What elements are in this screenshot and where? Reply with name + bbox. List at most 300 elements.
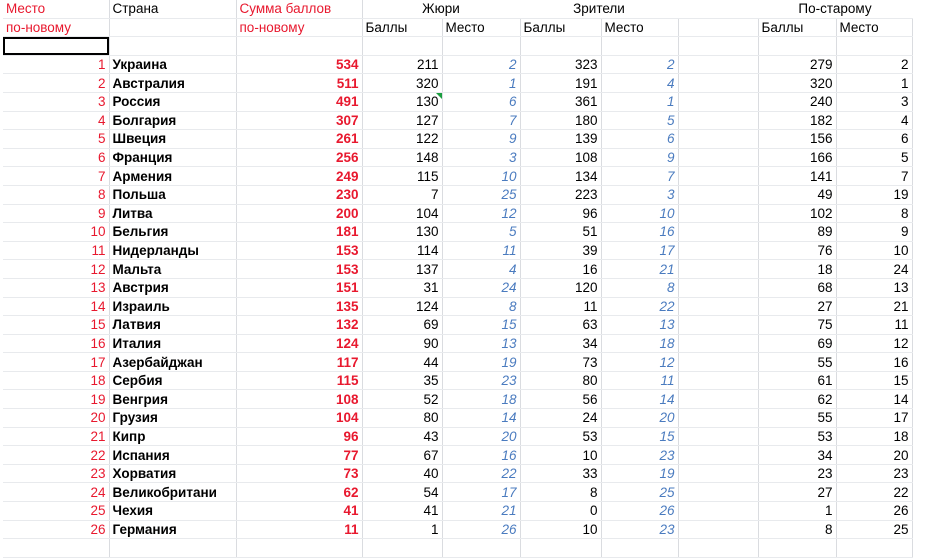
cell-country[interactable]: Швеция [109, 130, 236, 149]
cell-place-new[interactable]: 6 [3, 148, 109, 167]
empty-cell[interactable] [678, 37, 758, 56]
empty-cell[interactable] [442, 37, 520, 56]
cell-viewers-place[interactable]: 8 [601, 278, 678, 297]
empty-cell[interactable] [109, 539, 236, 558]
cell-viewers-place[interactable]: 23 [601, 520, 678, 539]
header-old[interactable]: По-старому [758, 0, 912, 18]
cell-place-new[interactable]: 21 [3, 427, 109, 446]
cell-jury-points[interactable]: 104 [362, 204, 442, 223]
cell-viewers-place[interactable]: 20 [601, 409, 678, 428]
cell-sum[interactable]: 200 [236, 204, 362, 223]
cell-viewers-place[interactable]: 22 [601, 297, 678, 316]
cell-jury-place[interactable]: 2 [442, 55, 520, 74]
cell-country[interactable]: Бельгия [109, 223, 236, 242]
cell-viewers-place[interactable]: 11 [601, 371, 678, 390]
table-row [3, 167, 912, 186]
header-old-points[interactable]: Баллы [758, 18, 836, 37]
cell-sum[interactable]: 117 [236, 353, 362, 372]
empty-cell[interactable] [678, 297, 758, 316]
cell-jury-points[interactable]: 320 [362, 74, 442, 93]
cell-old-place[interactable]: 20 [836, 446, 912, 465]
empty-cell[interactable] [678, 74, 758, 93]
cell-viewers-place[interactable]: 15 [601, 427, 678, 446]
cell-jury-place[interactable]: 12 [442, 204, 520, 223]
cell-country[interactable]: Германия [109, 520, 236, 539]
cell-jury-points[interactable]: 114 [362, 241, 442, 260]
cell-sum[interactable]: 256 [236, 148, 362, 167]
cell-viewers-place[interactable]: 9 [601, 148, 678, 167]
cell-country[interactable]: Хорватия [109, 464, 236, 483]
cell-old-place[interactable]: 25 [836, 520, 912, 539]
cell-country[interactable]: Австралия [109, 74, 236, 93]
cell-place-new[interactable]: 26 [3, 520, 109, 539]
cell-jury-place[interactable]: 25 [442, 185, 520, 204]
cell-viewers-place[interactable]: 25 [601, 483, 678, 502]
cell-old-points[interactable]: 49 [758, 185, 836, 204]
empty-cell[interactable] [678, 316, 758, 335]
cell-country[interactable]: Нидерланды [109, 241, 236, 260]
cell-place-new[interactable]: 25 [3, 502, 109, 521]
cell-place-new[interactable]: 2 [3, 74, 109, 93]
cell-viewers-place[interactable]: 1 [601, 92, 678, 111]
cell-sum[interactable]: 181 [236, 223, 362, 242]
empty-cell[interactable] [678, 371, 758, 390]
cell-sum[interactable]: 132 [236, 316, 362, 335]
cell-place-new[interactable]: 9 [3, 204, 109, 223]
empty-cell[interactable] [678, 483, 758, 502]
cell-jury-points[interactable]: 40 [362, 464, 442, 483]
cell-jury-points[interactable]: 54 [362, 483, 442, 502]
header-place-new-2[interactable]: по-новому [3, 18, 109, 37]
cell-jury-place[interactable]: 10 [442, 167, 520, 186]
cell-jury-points[interactable]: 124 [362, 297, 442, 316]
cell-old-points[interactable]: 89 [758, 223, 836, 242]
cell-old-points[interactable]: 76 [758, 241, 836, 260]
cell-place-new[interactable]: 24 [3, 483, 109, 502]
cell-jury-points[interactable]: 137 [362, 260, 442, 279]
cell-country[interactable]: Израиль [109, 297, 236, 316]
cell-old-points[interactable]: 55 [758, 353, 836, 372]
cell-jury-points[interactable]: 69 [362, 316, 442, 335]
cell-jury-points[interactable]: 67 [362, 446, 442, 465]
cell-old-place[interactable]: 24 [836, 260, 912, 279]
cell-jury-place[interactable]: 14 [442, 409, 520, 428]
cell-old-points[interactable]: 320 [758, 74, 836, 93]
empty-cell[interactable] [678, 353, 758, 372]
cell-viewers-place[interactable]: 7 [601, 167, 678, 186]
cell-place-new[interactable]: 19 [3, 390, 109, 409]
header-country[interactable]: Страна [109, 0, 236, 18]
cell-place-new[interactable]: 5 [3, 130, 109, 149]
cell-country[interactable]: Венгрия [109, 390, 236, 409]
cell-place-new[interactable]: 16 [3, 334, 109, 353]
cell-jury-points[interactable]: 90 [362, 334, 442, 353]
cell-sum[interactable]: 62 [236, 483, 362, 502]
cell-old-place[interactable]: 8 [836, 204, 912, 223]
cell-viewers-place[interactable]: 17 [601, 241, 678, 260]
cell-jury-points[interactable]: 7 [362, 185, 442, 204]
cell-viewers-place[interactable]: 18 [601, 334, 678, 353]
cell-country[interactable]: Болгария [109, 111, 236, 130]
cell-viewers-points[interactable]: 53 [520, 427, 601, 446]
cell-country[interactable]: Испания [109, 446, 236, 465]
cell-sum[interactable]: 41 [236, 502, 362, 521]
cell-old-points[interactable]: 55 [758, 409, 836, 428]
cell-jury-points[interactable]: 115 [362, 167, 442, 186]
cell-place-new[interactable]: 22 [3, 446, 109, 465]
empty-cell[interactable] [362, 37, 442, 56]
empty-cell[interactable] [678, 464, 758, 483]
cell-sum[interactable]: 511 [236, 74, 362, 93]
cell-viewers-points[interactable]: 0 [520, 502, 601, 521]
cell-old-points[interactable]: 182 [758, 111, 836, 130]
empty-cell[interactable] [678, 390, 758, 409]
header-sum[interactable]: Сумма баллов [236, 0, 362, 18]
cell-sum[interactable]: 77 [236, 446, 362, 465]
cell-viewers-points[interactable]: 56 [520, 390, 601, 409]
empty-cell[interactable] [678, 204, 758, 223]
cell-viewers-points[interactable]: 16 [520, 260, 601, 279]
cell-viewers-place[interactable]: 6 [601, 130, 678, 149]
empty-cell[interactable] [678, 167, 758, 186]
cell-sum[interactable]: 534 [236, 55, 362, 74]
cell-old-points[interactable]: 62 [758, 390, 836, 409]
cell-viewers-points[interactable]: 51 [520, 223, 601, 242]
empty-cell[interactable] [678, 148, 758, 167]
cell-sum[interactable]: 104 [236, 409, 362, 428]
empty-cell[interactable] [678, 260, 758, 279]
cell-viewers-points[interactable]: 120 [520, 278, 601, 297]
cell-viewers-place[interactable]: 23 [601, 446, 678, 465]
cell-place-new[interactable]: 12 [3, 260, 109, 279]
cell-old-place[interactable]: 3 [836, 92, 912, 111]
cell-old-place[interactable]: 2 [836, 55, 912, 74]
empty-cell[interactable] [520, 37, 601, 56]
empty-cell[interactable] [678, 130, 758, 149]
cell-place-new[interactable]: 15 [3, 316, 109, 335]
cell-sum[interactable]: 230 [236, 185, 362, 204]
cell-place-new[interactable]: 7 [3, 167, 109, 186]
cell-country[interactable]: Великобритани [109, 483, 236, 502]
cell-viewers-points[interactable]: 10 [520, 520, 601, 539]
cell-old-place[interactable]: 14 [836, 390, 912, 409]
cell-jury-place[interactable]: 22 [442, 464, 520, 483]
cell-jury-points[interactable]: 44 [362, 353, 442, 372]
cell-country[interactable]: Италия [109, 334, 236, 353]
cell-old-points[interactable]: 18 [758, 260, 836, 279]
cell-old-points[interactable]: 102 [758, 204, 836, 223]
cell-old-place[interactable]: 16 [836, 353, 912, 372]
cell-viewers-points[interactable]: 108 [520, 148, 601, 167]
cell-jury-place[interactable]: 11 [442, 241, 520, 260]
empty-cell[interactable] [678, 446, 758, 465]
cell-viewers-place[interactable]: 5 [601, 111, 678, 130]
header-jury-points[interactable]: Баллы [362, 18, 442, 37]
empty-cell[interactable] [678, 539, 758, 558]
cell-country[interactable]: Грузия [109, 409, 236, 428]
cell-country[interactable]: Россия [109, 92, 236, 111]
cell-old-points[interactable]: 27 [758, 297, 836, 316]
cell-jury-place[interactable]: 9 [442, 130, 520, 149]
cell-old-place[interactable]: 1 [836, 74, 912, 93]
cell-country[interactable]: Армения [109, 167, 236, 186]
cell-viewers-points[interactable]: 33 [520, 464, 601, 483]
cell-jury-points[interactable]: 211 [362, 55, 442, 74]
cell-country[interactable]: Сербия [109, 371, 236, 390]
cell-sum[interactable]: 491 [236, 92, 362, 111]
header-viewers-points[interactable]: Баллы [520, 18, 601, 37]
empty-cell[interactable] [678, 409, 758, 428]
cell-old-place[interactable]: 26 [836, 502, 912, 521]
cell-old-place[interactable]: 11 [836, 316, 912, 335]
cell-sum[interactable]: 153 [236, 260, 362, 279]
cell-country[interactable]: Чехия [109, 502, 236, 521]
cell-sum[interactable]: 249 [236, 167, 362, 186]
empty-cell[interactable] [236, 539, 362, 558]
cell-viewers-place[interactable]: 3 [601, 185, 678, 204]
empty-cell[interactable] [678, 241, 758, 260]
cell-old-points[interactable]: 1 [758, 502, 836, 521]
fill-handle[interactable] [107, 53, 110, 56]
cell-viewers-points[interactable]: 80 [520, 371, 601, 390]
cell-old-place[interactable]: 17 [836, 409, 912, 428]
cell-jury-place[interactable]: 3 [442, 148, 520, 167]
cell-old-points[interactable]: 156 [758, 130, 836, 149]
cell-place-new[interactable]: 11 [3, 241, 109, 260]
empty-cell[interactable] [758, 37, 836, 56]
empty-cell[interactable] [678, 334, 758, 353]
cell-viewers-points[interactable]: 8 [520, 483, 601, 502]
cell-jury-points[interactable]: 52 [362, 390, 442, 409]
cell-viewers-place[interactable]: 4 [601, 74, 678, 93]
cell-jury-points[interactable]: 41 [362, 502, 442, 521]
cell-old-place[interactable]: 13 [836, 278, 912, 297]
cell-jury-place[interactable]: 4 [442, 260, 520, 279]
cell-jury-points[interactable]: 127 [362, 111, 442, 130]
empty-cell[interactable] [678, 427, 758, 446]
cell-old-points[interactable]: 166 [758, 148, 836, 167]
cell-jury-place[interactable]: 19 [442, 353, 520, 372]
cell-viewers-points[interactable]: 34 [520, 334, 601, 353]
cell-jury-place[interactable]: 5 [442, 223, 520, 242]
empty-cell[interactable] [678, 92, 758, 111]
cell-place-new[interactable]: 10 [3, 223, 109, 242]
cell-old-points[interactable]: 8 [758, 520, 836, 539]
cell-viewers-place[interactable]: 26 [601, 502, 678, 521]
empty-cell[interactable] [3, 539, 109, 558]
cell-sum[interactable]: 153 [236, 241, 362, 260]
comment-indicator-icon[interactable] [436, 93, 442, 99]
cell-viewers-points[interactable]: 139 [520, 130, 601, 149]
cell-jury-place[interactable]: 23 [442, 371, 520, 390]
cell-viewers-points[interactable]: 11 [520, 297, 601, 316]
empty-cell[interactable] [109, 37, 236, 56]
cell-jury-place[interactable]: 13 [442, 334, 520, 353]
cell-jury-place[interactable]: 17 [442, 483, 520, 502]
cell-country[interactable]: Австрия [109, 278, 236, 297]
empty-cell[interactable] [236, 37, 362, 56]
cell-jury-points[interactable]: 35 [362, 371, 442, 390]
empty-cell[interactable] [601, 539, 678, 558]
empty-cell[interactable] [836, 539, 912, 558]
cell-sum[interactable]: 11 [236, 520, 362, 539]
cell-place-new[interactable]: 3 [3, 92, 109, 111]
cell-place-new[interactable]: 8 [3, 185, 109, 204]
cell-country[interactable]: Польша [109, 185, 236, 204]
cell-place-new[interactable]: 17 [3, 353, 109, 372]
empty-cell[interactable] [678, 278, 758, 297]
cell-jury-place[interactable]: 24 [442, 278, 520, 297]
cell-old-points[interactable]: 141 [758, 167, 836, 186]
cell-viewers-points[interactable]: 96 [520, 204, 601, 223]
empty-cell[interactable] [678, 55, 758, 74]
cell-jury-place[interactable]: 7 [442, 111, 520, 130]
cell-old-points[interactable]: 53 [758, 427, 836, 446]
cell-country[interactable]: Кипр [109, 427, 236, 446]
cell-sum[interactable]: 135 [236, 297, 362, 316]
empty-cell[interactable] [678, 0, 758, 18]
empty-cell[interactable] [678, 520, 758, 539]
cell-country[interactable]: Литва [109, 204, 236, 223]
cell-old-place[interactable]: 12 [836, 334, 912, 353]
cell-viewers-points[interactable]: 10 [520, 446, 601, 465]
header-jury-place[interactable]: Место [442, 18, 520, 37]
cell-place-new[interactable]: 13 [3, 278, 109, 297]
cell-place-new[interactable]: 20 [3, 409, 109, 428]
cell-jury-points[interactable]: 43 [362, 427, 442, 446]
empty-cell[interactable] [678, 18, 758, 37]
cell-old-points[interactable]: 68 [758, 278, 836, 297]
empty-cell[interactable] [678, 185, 758, 204]
cell-viewers-place[interactable]: 10 [601, 204, 678, 223]
cell-viewers-place[interactable]: 14 [601, 390, 678, 409]
cell-sum[interactable]: 307 [236, 111, 362, 130]
cell-sum[interactable]: 96 [236, 427, 362, 446]
cell-old-place[interactable]: 21 [836, 297, 912, 316]
cell-viewers-points[interactable]: 73 [520, 353, 601, 372]
cell-old-place[interactable]: 10 [836, 241, 912, 260]
cell-jury-place[interactable]: 1 [442, 74, 520, 93]
cell-place-new[interactable]: 18 [3, 371, 109, 390]
empty-cell[interactable] [758, 539, 836, 558]
empty-cell[interactable] [678, 223, 758, 242]
cell-old-place[interactable]: 7 [836, 167, 912, 186]
cell-viewers-points[interactable]: 323 [520, 55, 601, 74]
cell-viewers-place[interactable]: 2 [601, 55, 678, 74]
cell-jury-points[interactable]: 130 [362, 92, 442, 111]
cell-old-points[interactable]: 279 [758, 55, 836, 74]
cell-viewers-points[interactable]: 180 [520, 111, 601, 130]
cell-old-place[interactable]: 9 [836, 223, 912, 242]
header-old-place[interactable]: Место [836, 18, 912, 37]
cell-place-new[interactable]: 14 [3, 297, 109, 316]
cell-viewers-points[interactable]: 191 [520, 74, 601, 93]
cell-country[interactable]: Мальта [109, 260, 236, 279]
cell-jury-place[interactable]: 16 [442, 446, 520, 465]
cell-old-points[interactable]: 27 [758, 483, 836, 502]
cell-country[interactable]: Азербайджан [109, 353, 236, 372]
cell-old-points[interactable]: 23 [758, 464, 836, 483]
cell-viewers-place[interactable]: 16 [601, 223, 678, 242]
cell-viewers-place[interactable]: 12 [601, 353, 678, 372]
cell-old-points[interactable]: 61 [758, 371, 836, 390]
cell-old-points[interactable]: 240 [758, 92, 836, 111]
cell-jury-points[interactable]: 31 [362, 278, 442, 297]
cell-viewers-place[interactable]: 19 [601, 464, 678, 483]
empty-cell[interactable] [362, 539, 442, 558]
cell-jury-points[interactable]: 1 [362, 520, 442, 539]
cell-place-new[interactable]: 23 [3, 464, 109, 483]
cell-country[interactable]: Франция [109, 148, 236, 167]
empty-cell[interactable] [442, 539, 520, 558]
cell-viewers-points[interactable]: 24 [520, 409, 601, 428]
cell-viewers-points[interactable]: 223 [520, 185, 601, 204]
cell-old-points[interactable]: 34 [758, 446, 836, 465]
empty-cell[interactable] [601, 37, 678, 56]
cell-viewers-place[interactable]: 13 [601, 316, 678, 335]
header-viewers-place[interactable]: Место [601, 18, 678, 37]
cell-old-points[interactable]: 75 [758, 316, 836, 335]
empty-cell[interactable] [520, 539, 601, 558]
cell-viewers-points[interactable]: 361 [520, 92, 601, 111]
cell-viewers-place[interactable]: 21 [601, 260, 678, 279]
cell-old-place[interactable]: 5 [836, 148, 912, 167]
cell-old-place[interactable]: 23 [836, 464, 912, 483]
cell-place-new[interactable]: 4 [3, 111, 109, 130]
cell-country[interactable]: Латвия [109, 316, 236, 335]
cell-jury-place[interactable]: 20 [442, 427, 520, 446]
cell-jury-place[interactable]: 6 [442, 92, 520, 111]
cell-old-place[interactable]: 4 [836, 111, 912, 130]
cell-old-place[interactable]: 18 [836, 427, 912, 446]
cell-place-new[interactable]: 1 [3, 55, 109, 74]
cell-sum[interactable]: 108 [236, 390, 362, 409]
empty-cell[interactable] [678, 111, 758, 130]
cell-jury-place[interactable]: 18 [442, 390, 520, 409]
cell-old-place[interactable]: 15 [836, 371, 912, 390]
cell-viewers-points[interactable]: 63 [520, 316, 601, 335]
cell-sum[interactable]: 73 [236, 464, 362, 483]
cell-viewers-points[interactable]: 39 [520, 241, 601, 260]
cell-sum[interactable]: 261 [236, 130, 362, 149]
cell-jury-points[interactable]: 148 [362, 148, 442, 167]
cell-old-place[interactable]: 6 [836, 130, 912, 149]
cell-jury-place[interactable]: 26 [442, 520, 520, 539]
empty-cell[interactable] [836, 37, 912, 56]
header-place-new[interactable]: Место [3, 0, 109, 18]
cell-jury-points[interactable]: 122 [362, 130, 442, 149]
header-viewers[interactable]: Зрители [520, 0, 678, 18]
cell-old-points[interactable]: 69 [758, 334, 836, 353]
cell-sum[interactable]: 115 [236, 371, 362, 390]
cell-jury-points[interactable]: 80 [362, 409, 442, 428]
empty-cell[interactable] [109, 18, 236, 37]
cell-jury-place[interactable]: 21 [442, 502, 520, 521]
cell-old-place[interactable]: 22 [836, 483, 912, 502]
empty-cell[interactable] [678, 502, 758, 521]
cell-viewers-points[interactable]: 134 [520, 167, 601, 186]
cell-jury-place[interactable]: 8 [442, 297, 520, 316]
selected-cell[interactable] [3, 37, 109, 56]
cell-jury-place[interactable]: 15 [442, 316, 520, 335]
cell-sum[interactable]: 151 [236, 278, 362, 297]
cell-country[interactable]: Украина [109, 55, 236, 74]
header-sum-2[interactable]: по-новому [236, 18, 362, 37]
cell-old-place[interactable]: 19 [836, 185, 912, 204]
cell-jury-points[interactable]: 130 [362, 223, 442, 242]
header-jury[interactable]: Жюри [362, 0, 520, 18]
cell-sum[interactable]: 124 [236, 334, 362, 353]
